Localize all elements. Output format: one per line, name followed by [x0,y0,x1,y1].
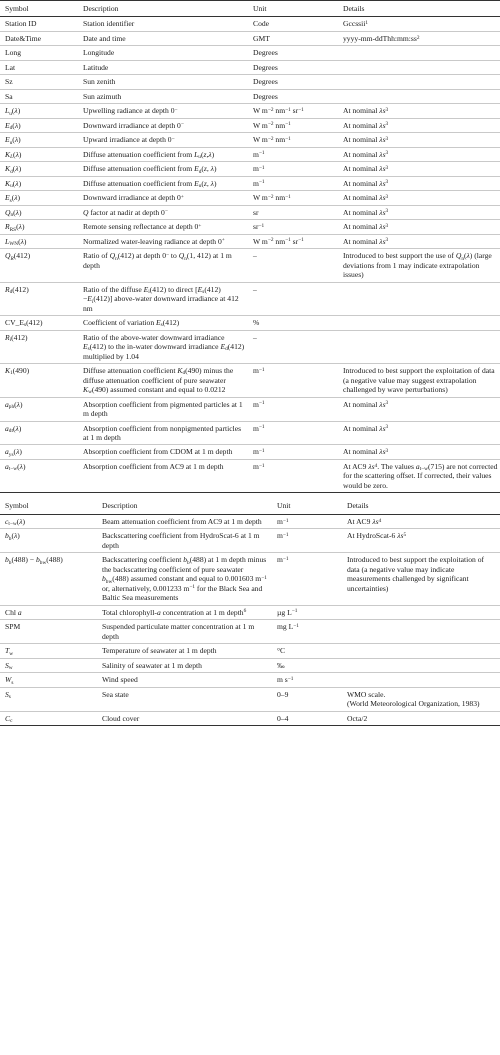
table-2-body [0,514,500,725]
cell-unit: Degrees [248,89,338,103]
cell-unit: GMT [248,31,338,45]
table-row [0,118,500,132]
cell-symbol: $K_u(\lambda)$ [0,176,78,190]
cell-symbol: $S_s$ [0,687,97,711]
table-row [0,673,500,687]
cell-description: Remote sensing reflectance at depth 0+ [78,220,248,234]
cell-description: Backscattering coefficient $b_b(488)$ at 1 m depth minus the backscattering coefficient of pure seawater $b_{bw}(488)$ assumed constant and equal to 0.001603 $m^{-1}$ or, alternatively, 0.001233 $m^{-1}$ for the Black Sea and Baltic Sea measurements [97,553,272,605]
cell-description: Coefficient of variation $E_s(412)$ [78,316,248,330]
table-row [0,191,500,205]
cell-symbol: $T_w$ [0,644,97,658]
cell-symbol: $CV\_E_s(412)$ [0,316,78,330]
cell-details: At nominal $\lambda s^3$ [338,205,500,219]
cell-unit: W $m^{-2}$ $nm^{-1}$ [248,133,338,147]
cell-details [342,644,500,658]
cell-description: Sun azimuth [78,89,248,103]
cell-symbol: $R_i(412)$ [0,330,78,363]
cell-details: At nominal $\lambda s^3$ [338,220,500,234]
cell-description: Upward irradiance at depth 0− [78,133,248,147]
cell-description: Cloud cover [97,711,272,725]
cell-symbol: Sa [0,89,78,103]
table-1-body [0,17,500,493]
cell-description: Ratio of the diffuse $E_i(412)$ to direct $[E_s(412) -E_i(412)]$ above-water downward irradiance at 412 nm [78,282,248,315]
cell-details: At nominal $\lambda s^3$ [338,147,500,161]
table-row [0,605,500,619]
table-row [0,316,500,330]
cell-details [342,658,500,672]
cell-details: WMO scale. (World Meteorological Organization, 1983) [342,687,500,711]
header-details: Details [342,498,500,514]
cell-details: Introduced to best support the exploitation of data (a negative value may suggest extrapolation challenged by wave perturbations) [338,364,500,397]
cell-details [338,316,500,330]
table-1-header-row [0,1,500,17]
cell-unit: µg $L^{-1}$ [272,605,342,619]
cell-unit: % [248,316,338,330]
cell-details [338,75,500,89]
cell-unit: W $m^{-2}$ $nm^{-1}$ $sr^{-1}$ [248,104,338,118]
table-row [0,397,500,421]
cell-details: At nominal $\lambda s^3$ [338,133,500,147]
cell-details: Introduced to best support the exploitation of data (a negative value may indicate measurements challenged by significant uncertainties) [342,553,500,605]
cell-details [338,330,500,363]
cell-symbol: $E_d(\lambda)$ [0,118,78,132]
cell-symbol: $Q_R(412)$ [0,249,78,282]
cell-unit: ‰ [272,658,342,672]
cell-unit: $m^{-1}$ [248,147,338,161]
header-unit: Unit [248,1,338,17]
cell-details [342,605,500,619]
cell-symbol: $K_L(\lambda)$ [0,147,78,161]
cell-symbol: $a_{dt}(\lambda)$ [0,421,78,445]
cell-description: Diffuse attenuation coefficient $K_d(490)$ minus the diffuse attenuation coefficient of pure seawater $K_w(490)$ assumed constant and equal to 0.0212 [78,364,248,397]
cell-description: Temperature of seawater at 1 m depth [97,644,272,658]
cell-unit: Degrees [248,60,338,74]
cell-symbol: $c_{t-w}(\lambda)$ [0,514,97,528]
cell-details: At nominal $\lambda s^3$ [338,397,500,421]
cell-details [342,673,500,687]
table-row [0,234,500,248]
cell-symbol: $W_s$ [0,673,97,687]
cell-description: Absorption coefficient from AC9 at 1 m depth [78,459,248,492]
cell-description: Total chlorophyll-a concentration at 1 m depth$^6$ [97,605,272,619]
cell-description: Diffuse attenuation coefficient from $E_u(z$, λ) [78,176,248,190]
cell-description: Downward irradiance at depth 0− [78,118,248,132]
cell-description: Date and time [78,31,248,45]
cell-unit: $m^{-1}$ [272,553,342,605]
cell-description: Q factor at nadir at depth 0− [78,205,248,219]
table-row [0,620,500,644]
cell-unit: $m^{-1}$ [248,421,338,445]
table-row [0,75,500,89]
cell-description: Ratio of $Q_n(412)$ at depth 0− to $Q_n(1$, 412) at 1 m depth [78,249,248,282]
header-symbol: Symbol [0,1,78,17]
cell-symbol: Lat [0,60,78,74]
cell-unit: 0–9 [272,687,342,711]
cell-description: Normalized water-leaving radiance at depth 0+ [78,234,248,248]
table-row [0,658,500,672]
table-row [0,220,500,234]
cell-symbol: $E_u(\lambda)$ [0,133,78,147]
table-row [0,711,500,725]
table-2-header-row [0,498,500,514]
cell-symbol: SPM [0,620,97,644]
cell-symbol: Chl a [0,605,97,619]
cell-symbol: $R_{RS}(\lambda)$ [0,220,78,234]
cell-symbol: Date&Time [0,31,78,45]
cell-details: Introduced to best support the use of $Q_n(\lambda)$ (large deviations from 1 may indicate extrapolation issues) [338,249,500,282]
cell-description: Beam attenuation coefficient from AC9 at 1 m depth [97,514,272,528]
table-row [0,249,500,282]
cell-unit: – [248,330,338,363]
cell-description: Sea state [97,687,272,711]
cell-details [338,89,500,103]
cell-description: Diffuse attenuation coefficient from $E_d(z$, λ) [78,162,248,176]
cell-details: At nominal $\lambda s^3$ [338,445,500,459]
cell-symbol: $a_{ph}(\lambda)$ [0,397,78,421]
cell-symbol: $L_u(\lambda)$ [0,104,78,118]
table-row [0,459,500,492]
cell-details [338,282,500,315]
cell-description: Downward irradiance at depth 0+ [78,191,248,205]
cell-unit: Degrees [248,75,338,89]
cell-description: Diffuse attenuation coefficient from $L_u(z,\lambda)$ [78,147,248,161]
cell-description: Salinity of seawater at 1 m depth [97,658,272,672]
cell-description: Backscattering coefficient from HydroScat-6 at 1 m depth [97,529,272,553]
cell-unit: $m^{-1}$ [248,459,338,492]
cell-symbol: $K_1(490)$ [0,364,78,397]
cell-description: Absorption coefficient from nonpigmented particles at 1 m depth [78,421,248,445]
cell-description: Station identifier [78,17,248,31]
cell-description: Absorption coefficient from CDOM at 1 m depth [78,445,248,459]
cell-symbol: $E_s(\lambda)$ [0,191,78,205]
cell-unit: mg $L^{-1}$ [272,620,342,644]
cell-unit: sr [248,205,338,219]
cell-description: Suspended particulate matter concentration at 1 m depth [97,620,272,644]
table-row [0,205,500,219]
cell-details: Octa/2 [342,711,500,725]
cell-symbol: Station ID [0,17,78,31]
table-row [0,17,500,31]
cell-symbol: $S_w$ [0,658,97,672]
header-description: Description [97,498,272,514]
cell-symbol: $R_d(412)$ [0,282,78,315]
table-row [0,421,500,445]
header-description: Description [78,1,248,17]
cell-unit: W $m^{-2}$ $nm^{-1}$ [248,191,338,205]
table-row [0,330,500,363]
cell-unit: $sr^{-1}$ [248,220,338,234]
table-row [0,147,500,161]
cell-unit: °C [272,644,342,658]
cell-details: At AC9 $\lambda s^4$ [342,514,500,528]
cell-details [338,46,500,60]
cell-unit: $m^{-1}$ [248,176,338,190]
cell-unit: – [248,282,338,315]
cell-symbol: Long [0,46,78,60]
cell-description: Longitude [78,46,248,60]
cell-details: At nominal $\lambda s^3$ [338,234,500,248]
cell-description: Absorption coefficient from pigmented particles at 1 m depth [78,397,248,421]
table-row [0,60,500,74]
cell-description: Latitude [78,60,248,74]
table-row [0,445,500,459]
cell-unit: $m^{-1}$ [248,364,338,397]
cell-unit: $m^{-1}$ [248,162,338,176]
cell-symbol: $b_b(488) - b_{bw}(488)$ [0,553,97,605]
cell-details: At HydroScat-6 $\lambda s^5$ [342,529,500,553]
cell-symbol: $b_b(\lambda)$ [0,529,97,553]
table-row [0,364,500,397]
cell-details: At nominal $\lambda s^3$ [338,162,500,176]
cell-details: At nominal $\lambda s^3$ [338,118,500,132]
table-row [0,176,500,190]
cell-symbol: $L_{WN}(\lambda)$ [0,234,78,248]
cell-unit: m $s^{-1}$ [272,673,342,687]
table-row [0,104,500,118]
cell-unit: W $m^{-2}$ $nm^{-1}$ [248,118,338,132]
header-details: Details [338,1,500,17]
cell-unit: $m^{-1}$ [248,445,338,459]
header-unit: Unit [272,498,342,514]
parameters-table-1 [0,0,500,493]
cell-details: At nominal $\lambda s^3$ [338,176,500,190]
table-row [0,553,500,605]
cell-details: yyyy-$mm-ddThh:mm:ss^2$ [338,31,500,45]
table-row [0,644,500,658]
table-row [0,46,500,60]
cell-unit: – [248,249,338,282]
table-row [0,529,500,553]
table-row [0,687,500,711]
cell-unit: Code [248,17,338,31]
table-row [0,31,500,45]
cell-details [338,60,500,74]
cell-unit: $m^{-1}$ [272,514,342,528]
cell-symbol: $C_c$ [0,711,97,725]
cell-unit: $m^{-1}$ [248,397,338,421]
cell-unit: Degrees [248,46,338,60]
cell-details: At nominal $\lambda s^3$ [338,421,500,445]
cell-symbol: $K_d(\lambda)$ [0,162,78,176]
cell-symbol: Sz [0,75,78,89]
cell-details [342,620,500,644]
table-row [0,133,500,147]
cell-description: Ratio of the above-water downward irradiance $E_s(412)$ to the in-water downward irradiance $E_d(412)$ multiplied by 1.04 [78,330,248,363]
cell-symbol: $a_{ys}(\lambda)$ [0,445,78,459]
table-row [0,514,500,528]
table-row [0,282,500,315]
cell-details: At nominal $\lambda s^3$ [338,104,500,118]
cell-unit: W $m^{-2}$ $nm^{-1}$ $sr^{-1}$ [248,234,338,248]
table-row [0,162,500,176]
cell-details: Gccssii$^1$ [338,17,500,31]
cell-details: At AC9 $\lambda s^4$. The values $a_{t-w}(715)$ are not corrected for the scattering offset. If corrected, their values would be zero. [338,459,500,492]
header-symbol: Symbol [0,498,97,514]
cell-details: At nominal $\lambda s^3$ [338,191,500,205]
cell-description: Sun zenith [78,75,248,89]
cell-description: Upwelling radiance at depth 0− [78,104,248,118]
cell-symbol: $Q_n(\lambda)$ [0,205,78,219]
parameters-table-2 [0,498,500,726]
cell-symbol: $a_{t-w}(\lambda)$ [0,459,78,492]
table-row [0,89,500,103]
cell-description: Wind speed [97,673,272,687]
cell-unit: 0–4 [272,711,342,725]
cell-unit: $m^{-1}$ [272,529,342,553]
